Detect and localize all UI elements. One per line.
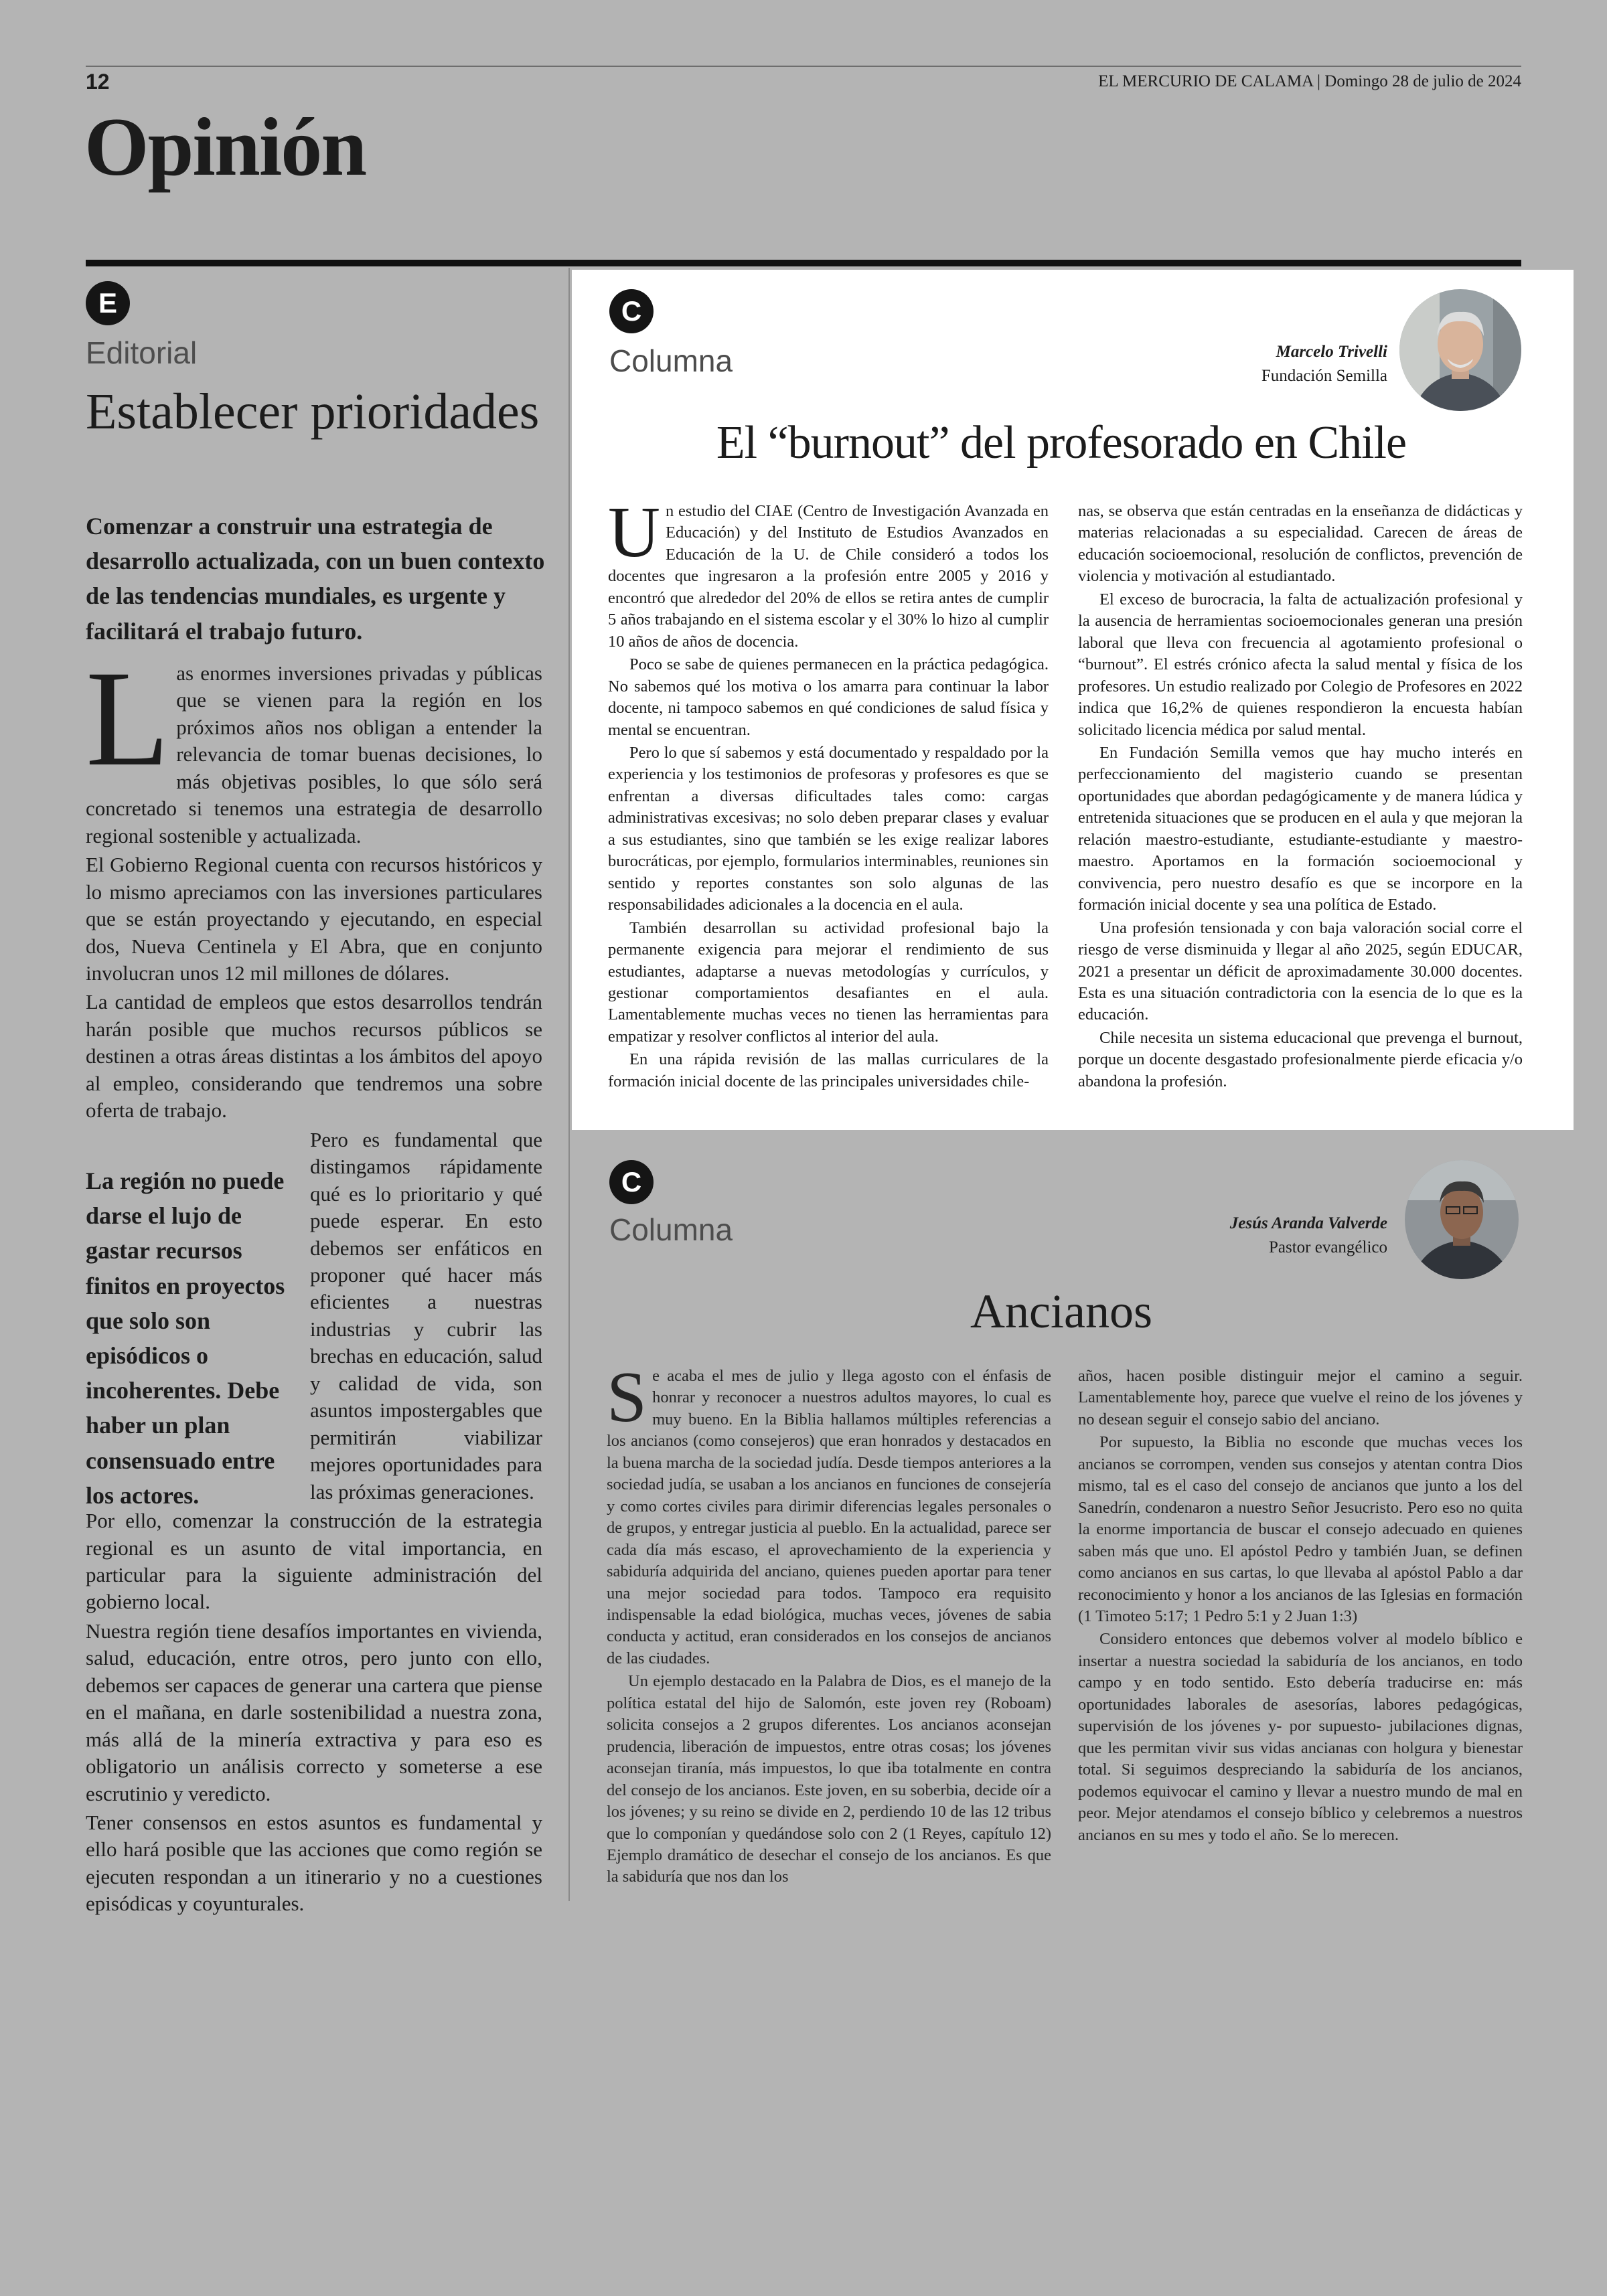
column-paragraph: Chile necesita un sistema educacional que prevenga el burnout, porque un docente desgastado profesionalmente pierde eficacia y/o abandona la profesión. xyxy=(1078,1028,1523,1090)
column-paragraph: Por supuesto, la Biblia no esconde que muchas veces los ancianos se corrompen, venden sus consejos y atentan contra Dios mismo, tal es el caso del consejo de ancianos que junto a los del Sanedrín, condenaron a nuestro Señor Jesucristo. Pero eso no quita la enorme importancia de buscar el consejo adecuado en quienes saben más que uno. El apóstol Pedro y también Juan, se definen como ancianos en sus cartas, lo que llevaba al apóstol Pablo a dar reconocimiento y honor a los ancianos de las Iglesias en formación (1 Timoteo 5:17; 1 Pedro 5:1 y 2 Juan 1:3) xyxy=(1078,1433,1523,1625)
author-name: Marcelo Trivelli xyxy=(1276,343,1387,361)
column-paragraph: En una rápida revisión de las mallas curriculares de la formación inicial docente de las principales universidades chile- xyxy=(608,1050,1049,1090)
editorial-paragraph: Por ello, comenzar la construcción de la estrategia regional es un asunto de vital importancia, en particular para la siguiente administración del gobierno local. xyxy=(86,1509,542,1614)
author-photo xyxy=(1405,1160,1519,1279)
column-headline: Ancianos xyxy=(970,1285,1152,1338)
column-paragraph: Pero lo que sí sabemos y está documentado y respaldado por la experiencia y los testimonios de profesoras y profesores es que se enfrentan a diversas dificultades tales como: cargas administrativas excesivas; no solo deben preparar clases y evaluar a sus estudiantes, sino que también se les exige realizar labores burocráticas, por ejemplo, formularios interminables, reuniones sin sentido y reportes constantes son solo algunas de las responsabilidades adicionales a la docencia en el aula. xyxy=(608,743,1049,914)
editorial-kicker: Editorial xyxy=(86,335,198,370)
page-number: 12 xyxy=(86,70,110,94)
column-text-right xyxy=(1078,1366,1523,1848)
editorial-paragraph: Las enormes inversiones privadas y públicas que se vienen para la región en los próximos años nos obligan a entender la relevancia de tomar buenas decisiones, lo más objetivas posibles, lo que sólo será concretado si tenemos una estrategia de desarrollo regional sostenible y actualizada. xyxy=(86,643,542,847)
column-paragraph: El exceso de burocracia, la falta de actualización profesional y la ausencia de herramientas socioemocionales generan una presión laboral que lleva con frecuencia al agotamiento profesional o “burnout”. El estrés crónico afecta la salud mental y física de los profesores. Un estudio realizado por Colegio de Profesores en 2022 indica que 16,2% de quienes respondieron la encuesta habían solicitado licencia médica por salud mental. xyxy=(1078,590,1523,739)
column-paragraph: nas, se observa que están centradas en la enseñanza de didácticas y materias relacionadas a su especialidad. Carecen de áreas de educación socioemocional, resolución de conflictos, prevención de violencia y motivación al estudiantado. xyxy=(1078,502,1523,586)
author-byline xyxy=(1230,1212,1387,1260)
column-text-left xyxy=(607,1358,1051,1890)
author-byline xyxy=(1261,340,1387,389)
section-title: Opinión xyxy=(84,101,366,193)
column-dropcap: S xyxy=(607,1358,647,1437)
column-badge-icon: C xyxy=(609,1160,654,1204)
column-paragraph: Se acaba el mes de julio y llega agosto con el énfasis de honrar y reconocer a nuestros adultos mayores, lo cual es muy bueno. En la Biblia hallamos múltiples referencias a los ancianos (como consejeros) que eran honrados y destacados en la buena marcha de la sociedad judía. Desde tiempos anteriores a la sociedad judía, se usaban a los ancianos en funciones de consejería y como cortes civiles para dirimir diferencias legales personales o de grupos, y entregar justicia al pueblo. En la actualidad, parece ser cada día más escaso, el aprovechamiento de la experiencia y sabiduría adquirida del anciano, quienes pueden aportar para tener una mejor sociedad para todos. Tampoco era requisito indispensable la edad biológica, muchas veces, jóvenes de sabia conducta y actitud, eran considerados en los consejos de ancianos de las ciudades. xyxy=(607,1358,1051,1667)
section-divider xyxy=(86,260,1521,266)
column-paragraph: Un ejemplo destacado en la Palabra de Dios, es el manejo de la política estatal del hijo de Salomón, este joven rey (Roboam) solicita consejos a 2 grupos diferentes. Los ancianos aconsejan prudencia, liberación de impuestos, entre otras cosas; los jóvenes aconsejan tiranía, más impuestos, lo que iba totalmente en contra del consejo de los ancianos. Este joven, en su soberbia, decide oír a los jóvenes; y su reino se divide en 2, perdiendo 10 de las 12 tribus que lo componían y quedándose solo con 2 (1 Reyes, capítulo 12) Ejemplo dramático de desechar el consejo de los ancianos. Es que la sabiduría que nos dan los xyxy=(607,1672,1051,1886)
author-organization: Fundación Semilla xyxy=(1261,367,1387,386)
editorial-paragraph: La cantidad de empleos que estos desarrollos tendrán harán posible que muchos recursos públicos se destinen a otras áreas distintas a los ámbitos del apoyo al empleo, considerando que tendremos una sobre oferta de trabajo. xyxy=(86,990,542,1123)
author-organization: Pastor evangélico xyxy=(1268,1238,1387,1257)
editorial-paragraph: El Gobierno Regional cuenta con recursos históricos y lo mismo apreciamos con las inversiones particulares que se están proyectando y ejecutando, en especial dos, Nueva Centinela y El Abra, que en conjunto involucran unos 12 mil millones de dólares. xyxy=(86,853,542,985)
column-paragraph: Un estudio del CIAE (Centro de Investigación Avanzada en Educación) y del Instituto de Estudios Avanzados en Educación de la U. de Chile consideró a todos los docentes que ingresaron a la profesión entre 2005 y 2016 y encontró que alrededor del 20% de ellos se retira antes de cumplir 5 años trabajando en el sistema escolar y el 30% lo hizo al cumplir 10 años de años de docencia. xyxy=(608,493,1049,651)
top-divider xyxy=(86,66,1521,67)
editorial-headline: Establecer prioridades xyxy=(86,384,540,440)
column-paragraph: años, hacen posible distinguir mejor el camino a seguir. Lamentablemente hoy, parece que vuelve el reino de los jóvenes y no desean seguir el consejo sabio del anciano. xyxy=(1078,1367,1523,1428)
editorial-dropcap: L xyxy=(86,643,170,795)
editorial-paragraph: Tener consensos en estos asuntos es fundamental y ello hará posible que las acciones que como región se ejecuten respondan a un itinerario y no a cuestiones episódicas y coyunturales. xyxy=(86,1811,542,1916)
column-headline: El “burnout” del profesorado en Chile xyxy=(716,417,1407,469)
author-photo xyxy=(1399,289,1521,411)
newspaper-date: EL MERCURIO DE CALAMA | Domingo 28 de julio de 2024 xyxy=(1098,72,1521,90)
editorial-badge-icon: E xyxy=(86,281,130,325)
author-name: Jesús Aranda Valverde xyxy=(1229,1214,1387,1232)
column-text-right xyxy=(1078,501,1523,1094)
column-badge-icon: C xyxy=(609,289,654,333)
column-text-left xyxy=(608,493,1049,1094)
column-paragraph: Poco se sabe de quienes permanecen en la práctica pedagógica. No sabemos qué los motiva o los amarra para continuar la labor docente, ni tampoco sabemos en qué condiciones de salud física y mental se encuentran. xyxy=(608,655,1049,739)
column-paragraph: Considero entonces que debemos volver al modelo bíblico e insertar a nuestra sociedad la sabiduría de los ancianos, en todo campo y en todo sentido. Esto debería traducirse en: más oportunidades laborales de asesorías, labores pedagógicas, supervisión de los jóvenes y- por supuesto- jubilaciones dignas, que les permitan vivir sus vidas ancianas con holgura y bienestar total. Si seguimos despreciando la sabiduría de los ancianos, podemos equivocar el camino y llevar a nuestro mundo de mal en peor. Mejor atendamos el consejo bíblico y celebremos a nuestros ancianos en su mes y todo el año. Se lo merecen. xyxy=(1078,1630,1523,1844)
column-paragraph: En Fundación Semilla vemos que hay mucho interés en perfeccionamiento del magisterio cuando se presentan oportunidades que abordan pedagógicamente y de manera lúdica y entretenida situaciones que se producen en el aula y que mejoran la relación maestro-estudiante, estudiante-estudiante y maestro-maestro. Aportamos en la formación socioemocional y convivencia, pero nuestro desafío es que se incorpore en la formación inicial docente y sea una política de Estado. xyxy=(1078,743,1523,914)
editorial-pull-quote: La región no puede darse el lujo de gastar recursos finitos en proyectos que solo son episódicos o incoherentes. Debe haber un plan consensuado entre los actores. xyxy=(86,1167,285,1509)
column-kicker: Columna xyxy=(609,1212,733,1247)
column-paragraph: También desarrollan su actividad profesional bajo la permanente exigencia para mejorar el rendimiento de sus estudiantes, adaptarse a nuevas metodologías y currículos, y gestionar comportamientos desafiantes en el aula. Lamentablemente muchas veces no tienen las herramientas para empatizar y resolver conflictos al interior del aula. xyxy=(608,918,1049,1046)
column-kicker: Columna xyxy=(609,343,733,378)
column-paragraph: Una profesión tensionada y con baja valoración social corre el riesgo de verse disminuida y llegar al año 2025, según EDUCAR, 2021 a presentar un déficit de aproximadamente 30.000 docentes. Esta es una situación contradictoria con la esencia de lo que es la educación. xyxy=(1078,918,1523,1024)
editorial-paragraph: Nuestra región tiene desafíos importantes en vivienda, salud, educación, entre otros, pero junto con ello, debemos ser capaces de generar una cartera que piense en el mañana, en darle sostenibilidad a nuestra zona, más allá de la minería extractiva y para eso es obligatorio un análisis correcto y someterse a ese escrutinio y veredicto. xyxy=(86,1619,542,1805)
editorial-paragraph: Pero es fundamental que distingamos rápidamente qué es lo prioritario y qué puede esperar. En esto debemos ser enfáticos en proponer qué hacer más eficientes a nuestras industrias y cubrir las brechas en educación, salud y calidad de vida, son asuntos impostergables que permitirán viabilizar mejores oportunidades para las próximas generaciones. xyxy=(86,1127,542,1505)
column-dropcap: U xyxy=(608,493,660,572)
column-divider xyxy=(568,268,570,1901)
editorial-lead: Comenzar a construir una estrategia de desarrollo actualizada, con un buen contexto de las tendencias mundiales, es urgente y facilitará el trabajo futuro. xyxy=(86,513,545,645)
